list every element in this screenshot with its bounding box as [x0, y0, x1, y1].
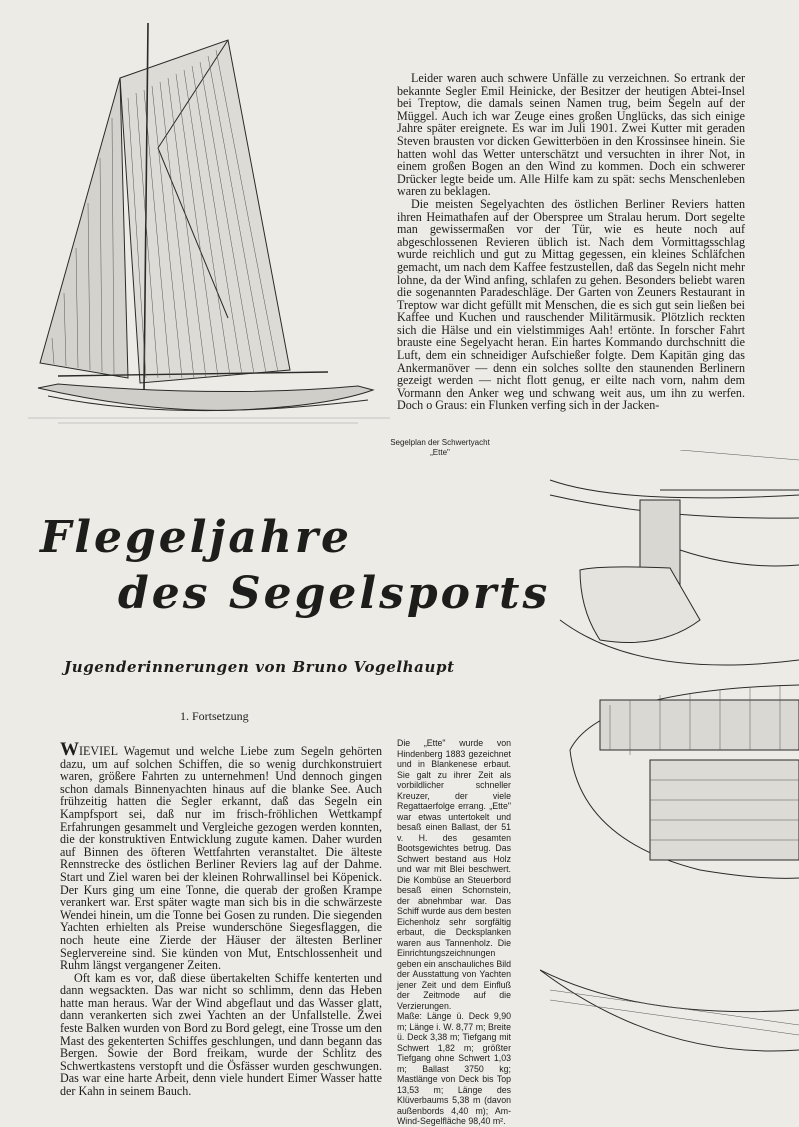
drop-cap: W — [60, 739, 79, 760]
top-para-2: Die meisten Segelyachten des östlichen Berliner Reviers hatten ihren Heimathafen auf der Oberspree um Stralau herum. Dort segelte man gewissermaßen vor der Tür, wie es heute noch auf abgeschlossenen Revieren üblich ist. Nach dem Vormittagsschlag wurde reichlich und gut zu Mittag gegessen, ein kleines Schläfchen gemacht, um nach dem Kaffee festzustellen, daß das Segeln nicht mehr lohne, da der Wind anfing, schlafen zu gehen. Besonders beliebt waren die sogenannten Paradeschläge. Der Garten von Zeuners Restaurant in Treptow war dicht gefüllt mit Menschen, die es sich gut sein ließen bei Kaffee und Kuchen und rauschender Militärmusik. Plötzlich reckten sich die Hälse und ein vielstimmiges Aah! ertönte. In forscher Fahrt brauste eine Segelyacht heran. Ein hartes Kommando durchschnitt die Luft, dem ein schneidiger Aufschießer folgte. Dem Kapitän ging das Ankermanöver — denn ein solches sollte den staunenden Berlinern gezeigt werden — nicht flott genug, er eilte nach vorn, nahm dem Vormann den Anker weg und schwang weit aus, um ihn zu werfen. Doch o Graus: ein Flunken verfing sich in der Jacken- — [397, 196, 745, 413]
figure-caption — [380, 438, 500, 458]
first-word: IEVIEL — [79, 744, 118, 758]
sidebar-notes — [397, 738, 511, 1127]
hull-section-drawings — [540, 450, 799, 1081]
sidebar-para-1: Die „Ette" wurde von Hindenberg 1883 gezeichnet und in Blankenese erbaut. Sie galt zu ihrer Zeit als vorbildlicher schneller Kreuzer, der viele Regattaerfolge errang. „Ette" war etwas untertokelt und besaß einen Ballast, der 51 v. H. des gesamten Bootsgewichtes betrug. Das Schwert bestand aus Holz und war mit Blei beschwert. Die Kombüse an Steuerbord besaß einen Schornstein, der abnehmbar war. Das Schiff wurde aus dem besten Eichenholz sehr sorgfältig erbaut, die Decksplanken waren aus Tannenholz. Die Einrichtungszeichnungen geben ein anschauliches Bild der Ausstattung von Yachten jener Zeit und dem Einfluß der Zeitmode auf die Verzierungen. — [397, 738, 511, 1011]
sidebar-para-2: Maße: Länge ü. Deck 9,90 m; Länge i. W. 8,77 m; Breite ü. Deck 3,38 m; Tiefgang mit Schwert 1,82 m; größter Tiefgang ohne Schwert 1,03 m; Ballast 3750 kg; Mastlänge von Deck bis Top 13,53 m; Länge des Klüverbaums 5,38 m (davon außenbords 4,40 m); Am-Wind-Segelfläche 98,40 m². — [397, 1011, 511, 1126]
top-para-1: Leider waren auch schwere Unfälle zu verzeichnen. So ertrank der bekannte Segler Emil Heinicke, der Besitzer der heutigen Abtei-Insel bei Treptow, die damals seinen Namen trug, beim Segeln auf der Müggel. Auch ich war Zeuge eines großen Unglücks, das sich einige Jahre später ereignete. Es war im Juli 1901. Zwei Kutter mit geraden Steven brausten vor dicken Gewitterböen in den Krossinsee hinein. Sie hatten wohl das Wetter unterschätzt und versuchten in ihrer Not, in einem großen Bogen an den Wind zu kommen. Doch ein schwerer Drücker legte beide um. Alle Hilfe kam zu spät: sechs Menschenleben waren zu beklagen. — [397, 71, 745, 199]
left-para-2: Oft kam es vor, daß diese übertakelten Schiffe kenterten und dann wegsackten. Das war nicht so schlimm, denn das Heben hatte man heraus. War der Wind abgeflaut und das Wasser glatt, dann verankerten sich zwei Yachten an der Unfallstelle. Zwei feste Balken wurden von Bord zu Bord gelegt, eine Trosse um den Mast des gekenterten Schiffes geschlungen, und dann begann das Bergen. Sowie der Bord freikam, wurde der Schlitz des Schwertkastens verstopft und die Ösfässer wurden geschwungen. Das war eine harte Arbeit, denn viele hundert Eimer Wasser hatte der Kahn in seinem Bauch. — [60, 970, 382, 1099]
left-para-1-text: Wagemut und welche Liebe zum Segeln gehörten dazu, um auf solchen Schiffen, die so wenig durchkonstruiert waren, größere Fahrten zu unternehmen! Und dennoch gingen schon damals Binnenyachten hinaus auf die blanke See. Auch frühzeitig hatten die Segler erkannt, daß das Segeln ein Kampfsport sei, daß nur im frisch-fröhlichen Wettkampf Erfahrungen gesammelt und Vergleiche gezogen werden konnten, die der konstruktiven Entwicklung zugute kamen. Daher wurden auf Binnen des öfteren Wettfahrten veranstaltet. Die älteste Rennstrecke des östlichen Berliner Reviers lag auf der Dahme. Start und Ziel waren bei der kleinen Rohrwallinsel bei Köpenick. Der Kurs ging um eine Tonne, die querab der großen Krampe verankert war. Erst später wagte man sich bis in die schwärzeste Wendei hinein, um die Tonne bei Gosen zu runden. Die siegenden Yachten erhielten als Preise wunderschöne Siegesflaggen, die noch heute eine Zierde der Häuser der ältesten Berliner Seglervereine sind. Sie künden von Mut, Entschlossenheit und Ruhm längst vergangener Zeiten. — [60, 744, 382, 973]
caption-line-1: Segelplan der Schwertyacht — [390, 438, 490, 447]
top-column — [397, 72, 745, 412]
continuation-label: 1. Fortsetzung — [180, 709, 249, 723]
left-column — [60, 739, 382, 1099]
sail-plan-drawing — [28, 18, 390, 430]
caption-line-2: „Ette" — [430, 448, 450, 457]
subtitle: Jugenderinnerungen von Bruno Vogelhaupt — [64, 658, 455, 676]
left-para-1 — [60, 739, 382, 973]
headline-line-2: des Segelsports — [118, 568, 551, 619]
headline-line-1: Flegeljahre — [40, 512, 353, 563]
